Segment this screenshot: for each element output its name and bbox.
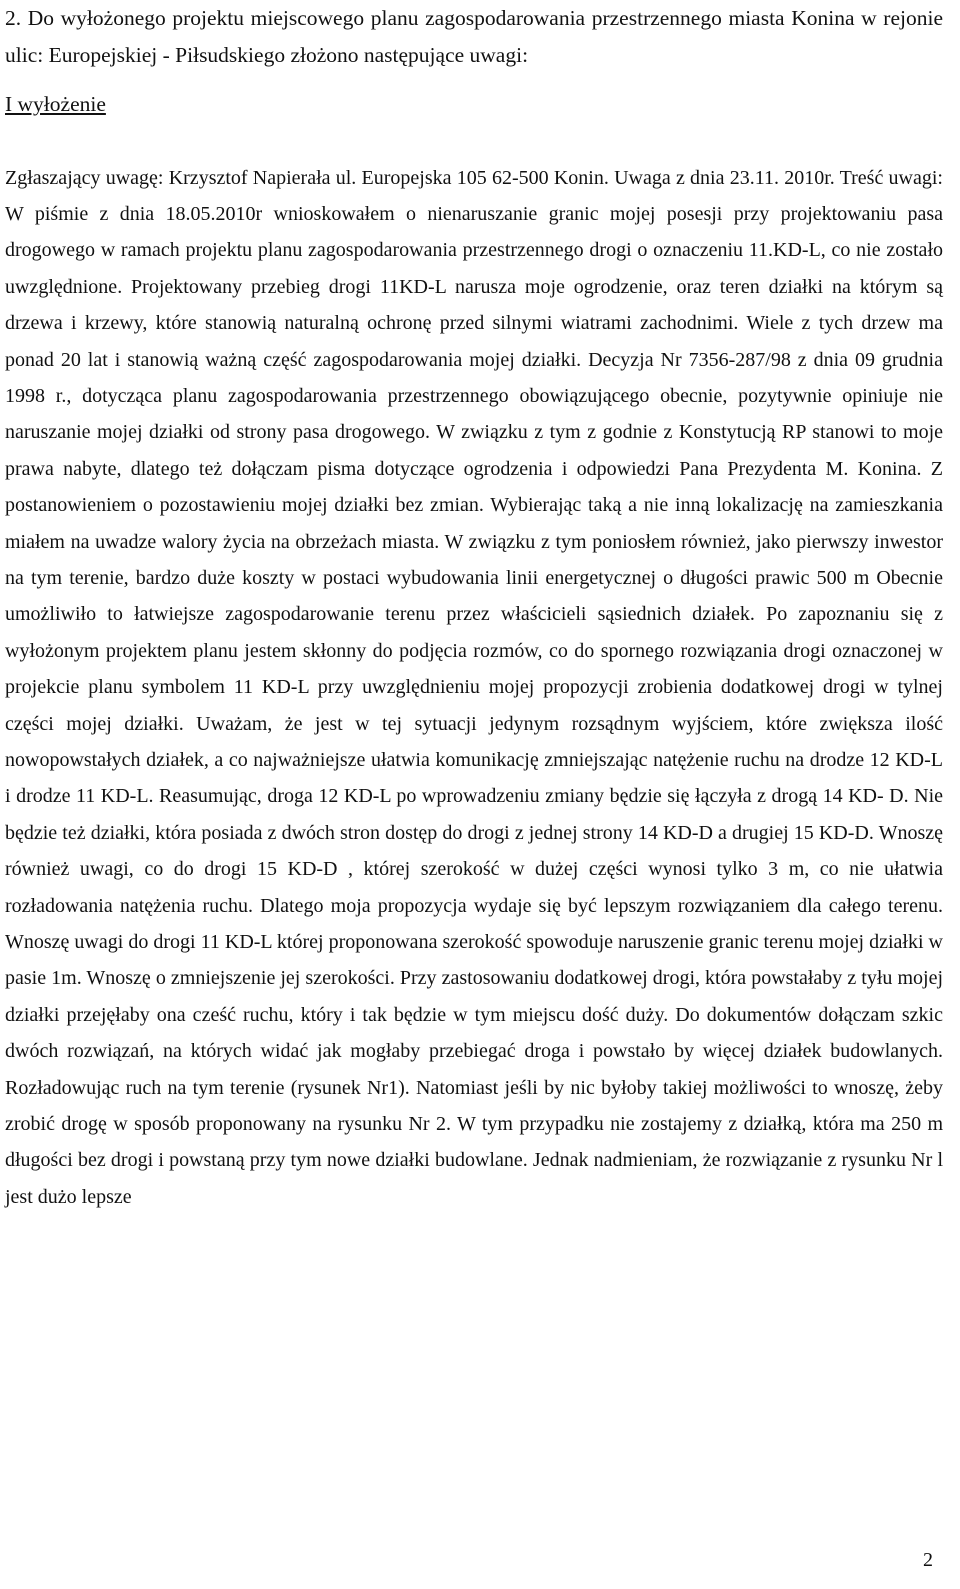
- body-paragraph: Zgłaszający uwagę: Krzysztof Napierała ul. Europejska 105 62-500 Konin. Uwaga z dnia 23.11. 2010r. Treść uwagi: W piśmie z dnia 18.05.2010r wnioskowałem o nienaruszanie granic mojej posesji przy projektowaniu pasa drogowego w ramach projektu planu zagospodarowania przestrzennego drogi o oznaczeniu 11.KD-L, co nie zostało uwzględnione. Projektowany przebieg drogi 11KD-L narusza moje ogrodzenie, oraz teren działki na którym są drzewa i krzewy, które stanowią naturalną ochronę przed silnymi wiatrami zachodnimi. Wiele z tych drzew ma ponad 20 lat i stanowią ważną część zagospodarowania mojej działki. Decyzja Nr 7356-287/98 z dnia 09 grudnia 1998 r., dotycząca planu zagospodarowania przestrzennego obowiązującego obecnie, pozytywnie opiniuje nie naruszanie mojej działki od strony pasa drogowego. W związku z tym z godnie z Konstytucją RP stanowi to moje prawa nabyte, dlatego też dołączam pisma dotyczące ogrodzenia i odpowiedzi Pana Prezydenta M. Konina. Z postanowieniem o pozostawieniu mojej działki bez zmian. Wybierając taką a nie inną lokalizację na zamieszkania miałem na uwadze walory życia na obrzeżach miasta. W związku z tym poniosłem również, jako pierwszy inwestor na tym terenie, bardzo duże koszty w postaci wybudowania linii energetycznej o długości prawic 500 m Obecnie umożliwiło to łatwiejsze zagospodarowanie terenu przez właścicieli sąsiednich działek. Po zapoznaniu się z wyłożonym projektem planu jestem skłonny do podjęcia rozmów, co do spornego rozwiązania drogi oznaczonej w projekcie planu symbolem 11 KD-L przy uwzględnieniu mojej propozycji zrobienia dodatkowej drogi w tylnej części mojej działki. Uważam, że jest w tej sytuacji jedynym rozsądnym wyjściem, które zwiększa ilość nowopowstałych działek, a co najważniejsze ułatwia komunikację zmniejszając natężenie ruchu na drodze 12 KD-L i drodze 11 KD-L. Reasumując, droga 12 KD-L po wprowadzeniu zmiany będzie się łączyła z drogą 14 KD- D. Nie będzie też działki, która posiada z dwóch stron dostęp do drogi z jednej strony 14 KD-D a drugiej 15 KD-D. Wnoszę również uwagi, co do drogi 15 KD-D , której szerokość w dużej części wynosi tylko 3 m, co nie ułatwia rozładowania natężenia ruchu. Dlatego moja propozycja wydaje się być lepszym rozwiązaniem dla całego terenu. Wnoszę uwagi do drogi 11 KD-L której proponowana szerokość spowoduje naruszenie granic terenu mojej działki w pasie 1m. Wnoszę o zmniejszenie jej szerokości. Przy zastosowaniu dodatkowej drogi, która powstałaby z tyłu mojej działki przejęłaby ona cześć ruchu, który i tak będzie w tym miejscu dość duży. Do dokumentów dołączam szkic dwóch rozwiązań, na których widać jak mogłaby przebiegać droga i powstało by więcej działek budowlanych. Rozładowując ruch na tym terenie (rysunek Nr1). Natomiast jeśli by nic byłoby takiej możliwości to wnoszę, żeby zrobić drogę w sposób proponowany na rysunku Nr 2. W tym przypadku nie zostajemy z działką, która ma 250 m długości bez drogi i powstaną przy tym nowe działki budowlane. Jednak nadmieniam, że rozwiązanie z rysunku Nr l jest dużo lepsze: [5, 166, 943, 1208]
- section-heading: 2. Do wyłożonego projektu miejscowego planu zagospodarowania przestrzennego miasta Konina w rejonie ulic: Europejskiej - Piłsudskiego złożono następujące uwagi:: [5, 6, 943, 67]
- document-page: [5, 0, 943, 1215]
- section-label: I wyłożenie: [5, 92, 106, 116]
- page-number: 2: [923, 1549, 933, 1571]
